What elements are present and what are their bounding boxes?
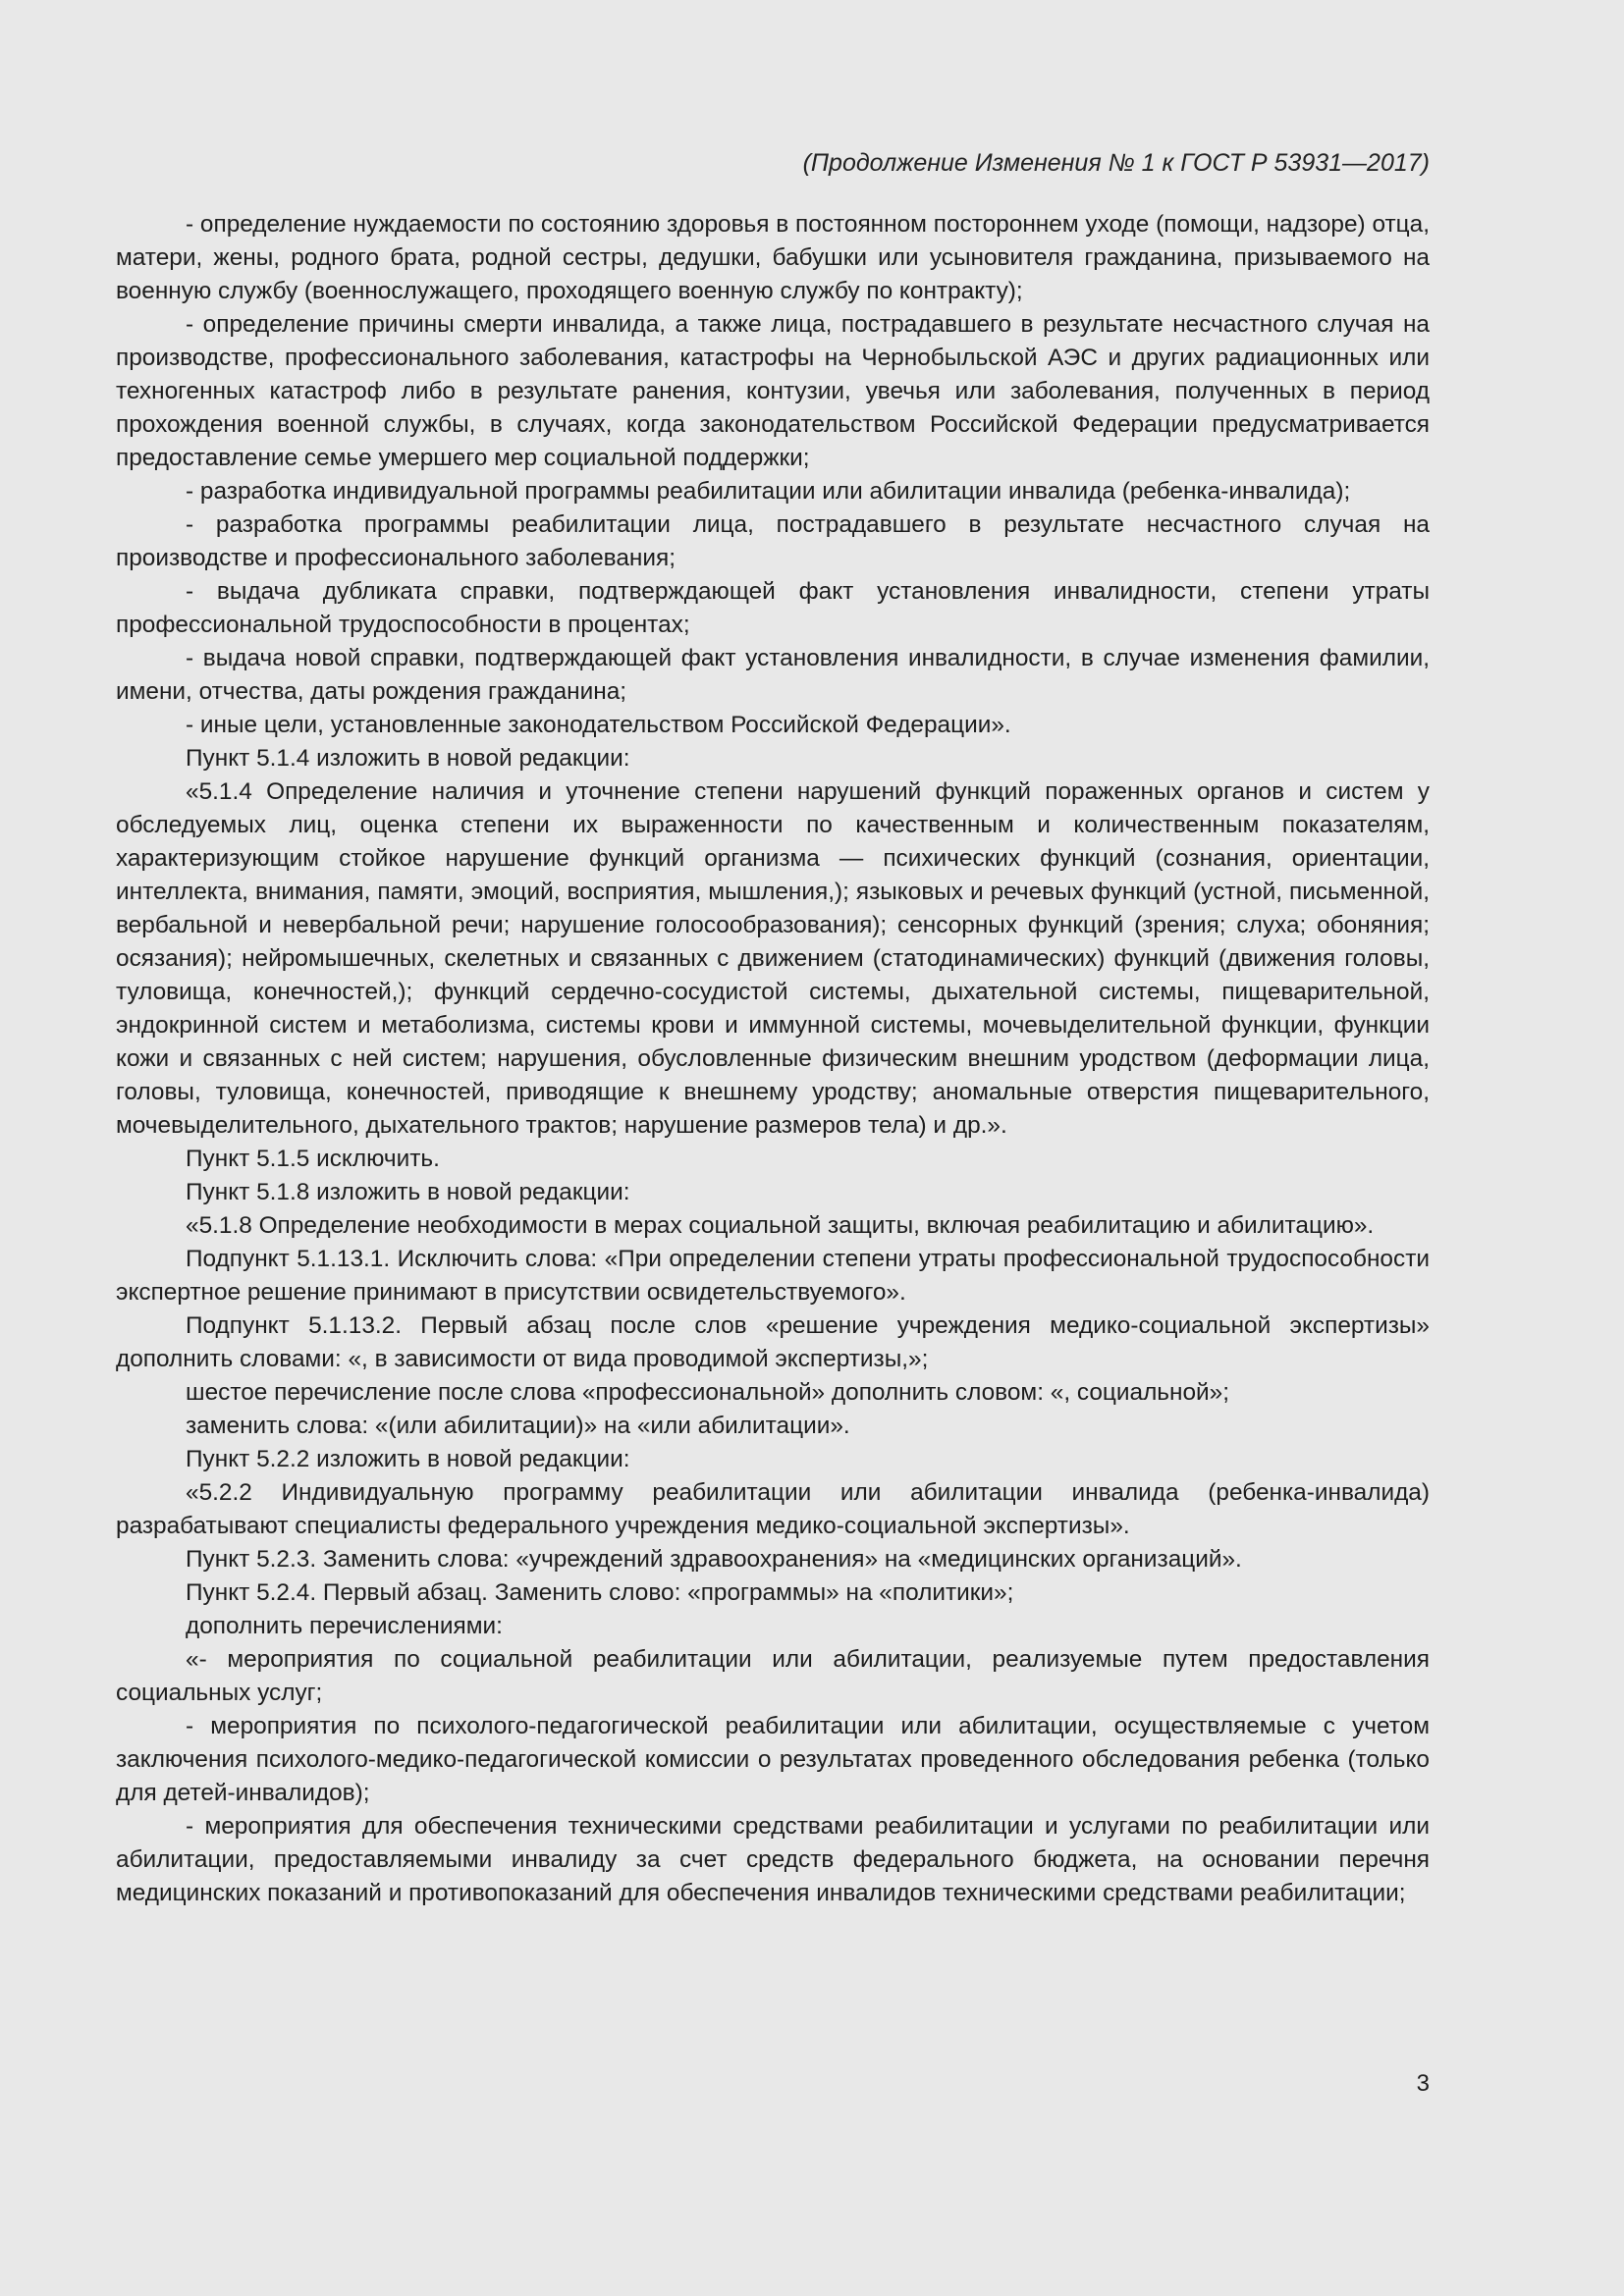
paragraph: дополнить перечислениями: [186,1613,503,1639]
paragraph: Пункт 5.2.3. Заменить слова: «учреждений здравоохранения» на «медицинских организаций». [186,1546,1242,1573]
paragraph: - определение нуждаемости по состоянию здоровья в постоянном постороннем уходе (помощи, надзоре) отца, матери, жены, родного брата, родной сестры, дедушки, бабушки или усыновителя гражданина, призываемого на военную службу (военнослужащего, проходящего военную службу по контракту); [116,211,1430,304]
paragraph: «5.1.4 Определение наличия и уточнение степени нарушений функций пораженных органов и систем у обследуемых лиц, оценка степени их выраженности по качественным и количественным показателям, характеризующим стойкое нарушение функций организма — психических функций (сознания, ориентации, интеллекта, внимания, памяти, эмоций, восприятия, мышления,); языковых и речевых функций (устной, письменной, вербальной и невербальной речи; нарушение голосообразования); сенсорных функций (зрения; слуха; обоняния; осязания); нейромышечных, скелетных и связанных с движением (статодинамических) функций (движения головы, туловища, конечностей,); функций сердечно-сосудистой системы, дыхательной системы, пищеварительной, эндокринной систем и метаболизма, системы крови и иммунной системы, мочевыделительной функции, функции кожи и связанных с ней систем; нарушения, обусловленные физическим внешним уродством (деформации лица, головы, туловища, конечностей, приводящие к внешнему уродству; аномальные отверстия пищеварительного, мочевыделительного, дыхательного трактов; нарушение размеров тела) и др.». [116,778,1430,1139]
paragraph: - мероприятия для обеспечения техническими средствами реабилитации и услугами по реабилитации или абилитации, предоставляемыми инвалиду за счет средств федерального бюджета, на основании перечня медицинских показаний и противопоказаний для обеспечения инвалидов техническими средствами реабилитации; [116,1813,1430,1906]
paragraph: Подпункт 5.1.13.1. Исключить слова: «При определении степени утраты профессиональной трудоспособности экспертное решение принимают в присутствии освидетельствуемого». [116,1246,1430,1306]
paragraph: «5.2.2 Индивидуальную программу реабилитации или абилитации инвалида (ребенка-инвалида) разрабатывают специалисты федерального учреждения медико-социальной экспертизы». [116,1479,1430,1539]
paragraph: Пункт 5.2.4. Первый абзац. Заменить слово: «программы» на «политики»; [186,1579,1014,1606]
paragraph: - разработка индивидуальной программы реабилитации или абилитации инвалида (ребенка-инвалида); [186,478,1351,505]
paragraph: - выдача дубликата справки, подтверждающей факт установления инвалидности, степени утраты профессиональной трудоспособности в процентах; [116,578,1430,638]
paragraph: Пункт 5.1.8 изложить в новой редакции: [186,1179,630,1205]
paragraph: Пункт 5.1.5 исключить. [186,1146,440,1172]
body-text [116,208,1430,1910]
paragraph: «5.1.8 Определение необходимости в мерах социальной защиты, включая реабилитацию и абилитацию». [186,1212,1375,1239]
paragraph: - определение причины смерти инвалида, а также лица, пострадавшего в результате несчастного случая на производстве, профессионального заболевания, катастрофы на Чернобыльской АЭС и других радиационных или техногенных катастроф либо в результате ранения, контузии, увечья или заболевания, полученных в период прохождения военной службы, в случаях, когда законодательством Российской Федерации предусматривается предоставление семье умершего мер социальной поддержки; [116,311,1430,471]
paragraph: - иные цели, установленные законодательством Российской Федерации». [186,712,1011,738]
paragraph: Пункт 5.2.2 изложить в новой редакции: [186,1446,630,1472]
running-header: (Продолжение Изменения № 1 к ГОСТ Р 53931—2017) [802,149,1430,177]
paragraph: Подпункт 5.1.13.2. Первый абзац после слов «решение учреждения медико-социальной экспертизы» дополнить словами: «, в зависимости от вида проводимой экспертизы,»; [116,1312,1430,1372]
page-number: 3 [1416,2070,1430,2097]
paragraph: «- мероприятия по социальной реабилитации или абилитации, реализуемые путем предоставления социальных услуг; [116,1646,1430,1706]
paragraph: - выдача новой справки, подтверждающей факт установления инвалидности, в случае изменения фамилии, имени, отчества, даты рождения гражданина; [116,645,1430,705]
paragraph: - разработка программы реабилитации лица, пострадавшего в результате несчастного случая на производстве и профессионального заболевания; [116,511,1430,571]
paragraph: - мероприятия по психолого-педагогической реабилитации или абилитации, осуществляемые с учетом заключения психолого-медико-педагогической комиссии о результатах проведенного обследования ребенка (только для детей-инвалидов); [116,1713,1430,1806]
paragraph: шестое перечисление после слова «профессиональной» дополнить словом: «, социальной»; [186,1379,1230,1406]
paragraph: заменить слова: «(или абилитации)» на «или абилитации». [186,1413,850,1439]
paragraph: Пункт 5.1.4 изложить в новой редакции: [186,745,630,772]
